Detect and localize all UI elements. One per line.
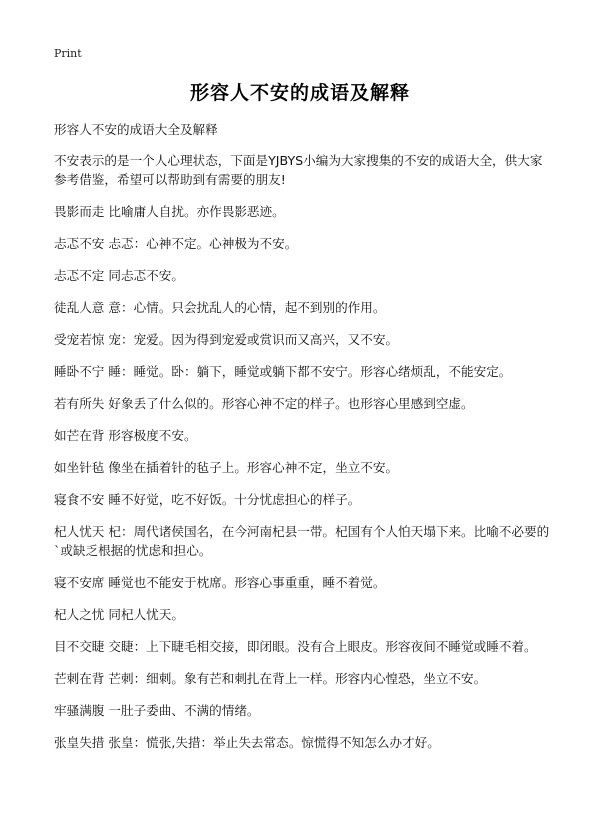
document-subtitle: 形容人不安的成语大全及解释: [54, 122, 218, 137]
idiom-entry: 杞人忧天 杞：周代诸侯国名，在今河南杞县一带。杞国有个人怕天塌下来。比喻不必要的`或缺乏根据的忧虑和担心。: [54, 524, 550, 558]
idiom-entry: 芒刺在背 芒刺：细刺。象有芒和刺扎在背上一样。形容内心惶恐，坐立不安。: [54, 671, 487, 686]
idiom-entry: 若有所失 好象丢了什么似的。形容心神不定的样子。也形容心里感到空虚。: [54, 396, 474, 411]
idiom-entry: 杞人之忧 同杞人忧天。: [54, 607, 184, 622]
idiom-entry: 如坐针毡 像坐在插着针的毡子上。形容心神不定，坐立不安。: [54, 460, 399, 475]
idiom-entry: 畏影而走 比喻庸人自扰。亦作畏影恶迹。: [54, 204, 285, 219]
document-body: [54, 120, 554, 765]
idiom-entry: 牢骚满腹 一肚子委曲、不满的情绪。: [54, 703, 260, 718]
idiom-entry: 寝食不安 睡不好觉，吃不好饭。十分忧虑担心的样子。: [54, 492, 361, 507]
idiom-entry: 如芒在背 形容极度不安。: [54, 428, 197, 443]
print-link[interactable]: Print: [54, 47, 82, 60]
idiom-entry: 忐忑不安 忐忑：心神不定。心神极为不安。: [54, 236, 298, 251]
idiom-entry: 目不交睫 交睫：上下睫毛相交接，即闭眼。没有合上眼皮。形容夜间不睡觉或睡不着。: [54, 639, 537, 654]
idiom-entry: 寝不安席 睡觉也不能安于枕席。形容心事重重，睡不着觉。: [54, 575, 386, 590]
idiom-entry: 睡卧不宁 睡：睡觉。卧：躺下，睡觉或躺下都不安宁。形容心绪烦乱，不能安定。: [54, 364, 512, 379]
page-title: 形容人不安的成语及解释: [189, 82, 410, 104]
idiom-entry: 忐忑不定 同忐忑不安。: [54, 268, 184, 283]
intro-paragraph: 不安表示的是一个人心理状态，下面是YJBYS小编为大家搜集的不安的成语大全，供大家参考借鉴，希望可以帮助到有需要的朋友!: [54, 153, 543, 187]
idiom-entry: 受宠若惊 宠：宠爱。因为得到宠爱或赏识而又高兴，又不安。: [54, 332, 399, 347]
idiom-entry: 张皇失措 张皇：慌张,失措：举止失去常态。惊慌得不知怎么办才好。: [54, 735, 440, 750]
idiom-entry: 徒乱人意 意：心情。只会扰乱人的心情，起不到别的作用。: [54, 300, 386, 315]
